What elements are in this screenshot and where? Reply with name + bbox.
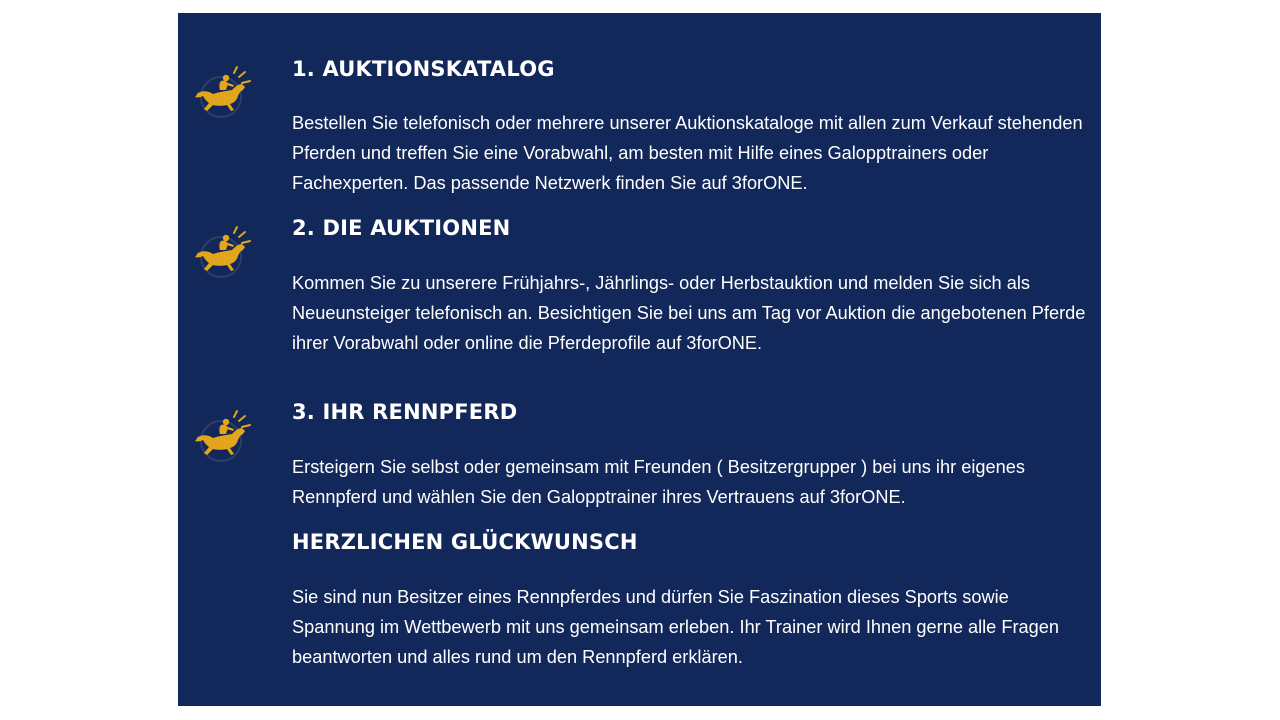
steps-panel	[178, 13, 1101, 706]
step-title: 3. IHR RENNPFERD	[292, 400, 518, 424]
step-text: Kommen Sie zu unserere Frühjahrs-, Jährlings- oder Herbstauktion und melden Sie sich als Neueunsteiger telefonisch an. Besichtigen Sie bei uns am Tag vor Auktion die angebotenen Pferde ihrer Vorabwahl oder online die Pferdeprofile auf 3forONE.	[292, 273, 1086, 353]
congrats-title: HERZLICHEN GLÜCKWUNSCH	[292, 530, 638, 554]
racehorse-jockey-icon	[190, 407, 256, 467]
step-text: Ersteigern Sie selbst oder gemeinsam mit Freunden ( Besitzergrupper ) bei uns ihr eigenes Rennpferd und wählen Sie den Galopptrainer ihres Vertrauens auf 3forONE.	[292, 457, 1025, 507]
step-text: Bestellen Sie telefonisch oder mehrere unserer Auktionskataloge mit allen zum Verkauf stehenden Pferden und treffen Sie eine Vorabwahl, am besten mit Hilfe eines Galopptrainers oder Fachexperten. Das passende Netzwerk finden Sie auf 3forONE.	[292, 113, 1083, 193]
congrats-text: Sie sind nun Besitzer eines Rennpferdes und dürfen Sie Faszination dieses Sports sowie Spannung im Wettbewerb mit uns gemeinsam erleben. Ihr Trainer wird Ihnen gerne alle Fragen beantworten und alles rund um den Rennpferd erklären.	[292, 587, 1059, 667]
step-title: 2. DIE AUKTIONEN	[292, 216, 511, 240]
racehorse-jockey-icon	[190, 223, 256, 283]
racehorse-jockey-icon	[190, 63, 256, 123]
step-title: 1. AUKTIONSKATALOG	[292, 57, 555, 81]
